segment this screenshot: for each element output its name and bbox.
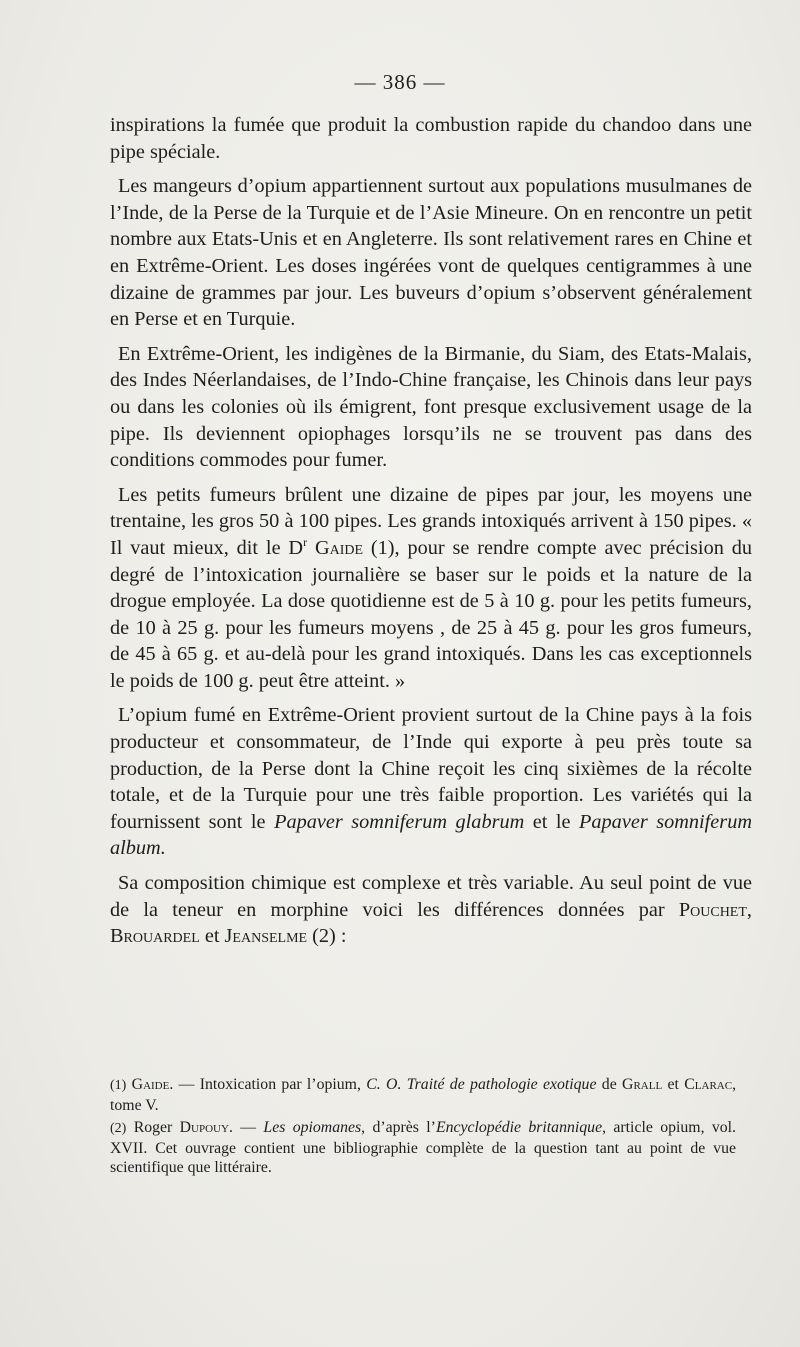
footnote-1-mark: (1) [110,1078,127,1093]
author-brouardel: Brouardel [110,925,200,948]
paragraph-2: Les mangeurs d’opium appartiennent surtout aux populations musulmanes de l’Inde, de la Perse de la Turquie et de l’Asie Mineure. On en rencontre un petit nombre aux Etats-Unis et en Angleterre. Ils sont relativement rares en Chine et en Extrême-Orient. Les doses ingérées vont de quelques centigrammes à une dizaine de grammes par jour. Les buveurs d’opium s’observent généralement en Perse et en Turquie. [110,175,752,331]
footnote-1-text4: , tome V. [110,1076,737,1114]
paragraph-6-sep2: et [199,925,225,948]
footnote-1-text: . — Intoxication par l’opium, [169,1076,367,1093]
author-gaide: Gaide [314,536,364,559]
footnote-2-author-first: Roger [133,1119,180,1136]
footnote-1-title: C. O. Traité de pathologie exotique [366,1076,597,1093]
doctor-superscript: r [303,535,308,550]
footnote-1-text3: et [662,1076,685,1093]
paragraph-6-end: (2) : [307,925,347,948]
paragraph-6-sep1: , [746,898,752,921]
paragraph-3: En Extrême-Orient, les indigènes de la Birmanie, du Siam, des Etats-Malais, des Indes Néerlandaises, de l’Indo-Chine française, les Chinois dans leur pays ou dans les colonies où ils émigrent, font presque exclusivement usage de la pipe. Ils deviennent opiophages lorsqu’ils ne se trouvent pas dans des conditions commodes pour fumer. [110,342,752,472]
footnote-1-clarac: Clarac [684,1076,733,1093]
species-glabrum: Papaver somniferum glabrum [274,810,525,833]
paragraph-4-text: Les petits fumeurs brûlent une dizaine de pipes par jour, les moyens une trentaine, les gros 50 à 100 pipes. Les grands intoxiqués arrivent à 150 pipes. « Il vaut mieux, dit le D [110,483,752,559]
footnote-2-title: Les opiomanes [263,1119,362,1136]
footnotes [110,1075,736,1181]
species-album: Papaver somniferum album. [110,810,752,860]
page-number: — 386 — [354,70,446,94]
paragraph-6-text: Sa composition chimique est complexe et très variable. Au seul point de vue de la teneur en morphine voici les différences données par [110,872,752,921]
footnote-2 [110,1118,736,1178]
footnote-1 [110,1075,736,1115]
author-jeanselme: Jeanselme [224,925,308,948]
footnote-2-mark: (2) [110,1121,127,1136]
paragraph-5 [110,702,752,862]
body-text [110,112,752,958]
footnote-2-text3: , article opium, vol. XVII. Cet ouvrage contient une bibliographie complète de la question tant au point de vue scientifique que littéraire. [110,1119,737,1176]
paragraph-4-text-cont: (1), pour se rendre compte avec précision du degré de l’intoxication journalière se baser sur le poids et la nature de la drogue employée. La dose quotidienne est de 5 à 10 g. pour les petits fumeurs, de 10 à 25 g. pour les fumeurs moyens , de 25 à 45 g. pour les gros fumeurs, de 45 à 65 g. et au-delà pour les grand intoxiqués. Dans les cas exceptionnels le poids de 100 g. peut être atteint. » [110,536,752,692]
paragraph-4 [110,482,752,695]
footnote-2-text2: , d’après l’ [361,1119,436,1136]
footnote-2-encyclopedia: Encyclopédie britannique [435,1119,603,1136]
footnote-1-grall: Grall [622,1076,663,1093]
footnote-1-author: Gaide [131,1076,170,1093]
paragraph-5-text: L’opium fumé en Extrême-Orient provient surtout de la Chine pays à la fois producteur et consommateur, de l’Inde qui exporte à peu près toute sa production, de la Perse dont la Chine reçoit les cinq sixièmes de la récolte totale, et de la Turquie pour une très faible proportion. Les variétés qui la fournissent sont le [110,704,752,833]
paragraph-1: inspirations la fumée que produit la combustion rapide du chandoo dans une pipe spéciale. [110,114,752,163]
footnote-2-author: Dupouy [179,1119,229,1136]
footnote-2-text1: . — [228,1119,264,1136]
paragraph-5-mid: et le [524,810,580,833]
footnote-1-text2: de [596,1076,623,1093]
paragraph-6 [110,870,752,950]
author-pouchet: Pouchet [678,898,747,921]
